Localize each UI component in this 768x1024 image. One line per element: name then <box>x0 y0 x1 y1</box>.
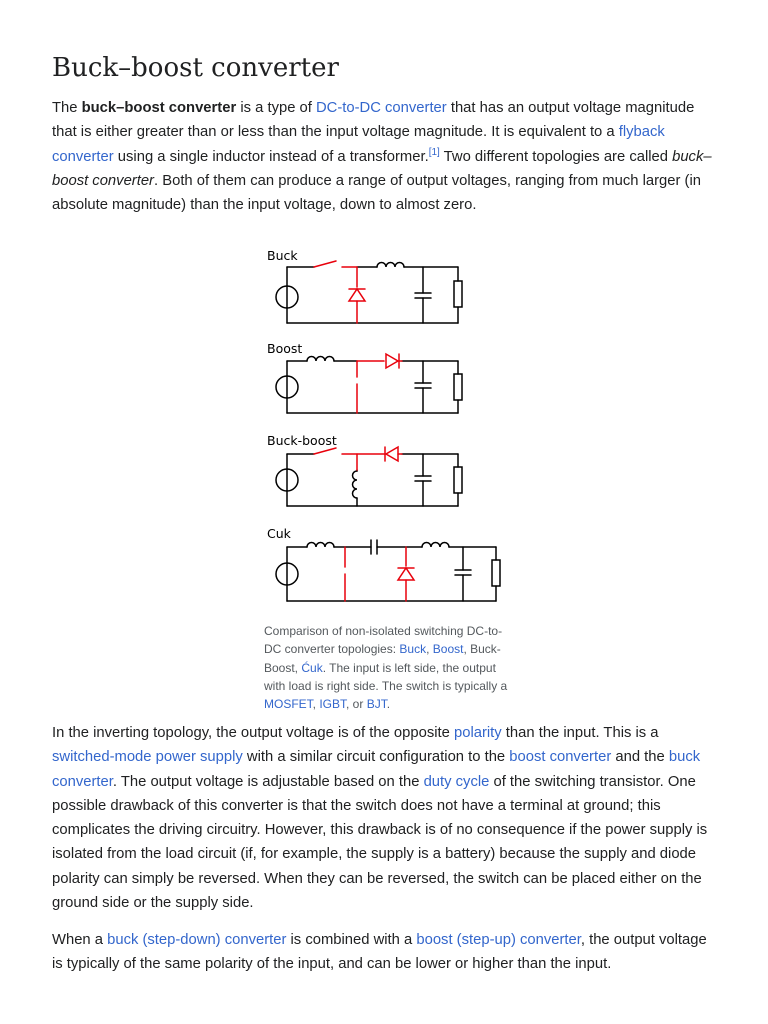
inverting-topology-paragraph <box>52 721 720 915</box>
intro-bold-term: buck–boost converter <box>81 100 237 116</box>
para-text: with a similar circuit configuration to the <box>242 749 510 766</box>
boost-converter-link[interactable]: boost converter <box>509 749 612 766</box>
intro-paragraph <box>52 96 720 217</box>
buck-converter-link[interactable]: buck converter <box>52 749 701 790</box>
para-text: of the switching transistor. One possible drawback of this converter is that the switch does not have a terminal at ground; this complicates the driving circuitry. However, this drawback is of no consequence if the power supply is isolated from the load circuit (if, for example, the supply is a battery) because the supply and diode polarity can simply be reversed. When they can be reversed, the switch can be placed either on the ground side or the supply side. <box>52 773 708 912</box>
intro-text: is a type of <box>236 100 316 116</box>
boost-step-up-link[interactable]: boost (step-up) converter <box>416 932 581 948</box>
smps-link[interactable]: switched-mode power supply <box>52 749 243 766</box>
caption-text: , <box>312 697 320 712</box>
intro-text: . Both of them can produce a range of output voltages, ranging from much larger (in absolute magnitude) than the input voltage, down to almost zero. <box>52 172 701 214</box>
caption-igbt-link[interactable]: IGBT <box>319 697 347 712</box>
para-text: . The output voltage is adjustable based on the <box>112 773 424 790</box>
polarity-link[interactable]: polarity <box>453 725 502 741</box>
caption-text: , <box>426 642 433 657</box>
cuk-circuit <box>276 540 500 601</box>
combined-converter-paragraph <box>52 928 720 977</box>
figure-caption <box>264 622 510 713</box>
caption-text: . <box>386 697 391 712</box>
para-text: than the input. This is a <box>501 725 659 741</box>
intro-text: using a single inductor instead of a transformer. <box>113 148 429 165</box>
para-text: and the <box>611 749 669 766</box>
topology-figure <box>262 240 508 610</box>
buck-label: Buck <box>267 248 298 263</box>
cuk-label: Cuk <box>267 526 291 541</box>
caption-cuk-link[interactable]: Ćuk <box>301 660 323 675</box>
caption-text: , or <box>346 697 367 712</box>
caption-buck-link[interactable]: Buck <box>399 642 427 657</box>
duty-cycle-link[interactable]: duty cycle <box>423 773 490 790</box>
intro-text: that has an output voltage magnitude that is either greater than or less than the input voltage magnitude. It is equivalent to a <box>52 100 695 141</box>
caption-text: , Buck-Boost, <box>264 642 501 675</box>
buck-circuit <box>276 263 462 324</box>
caption-mosfet-link[interactable]: MOSFET <box>264 697 313 712</box>
dc-to-dc-converter-link[interactable]: DC-to-DC converter <box>315 100 447 116</box>
reference-link[interactable]: [1] <box>428 146 440 158</box>
intro-text: The <box>52 100 82 116</box>
para-text: When a <box>52 932 108 948</box>
flyback-converter-link[interactable]: flyback converter <box>52 124 665 165</box>
page-title: Buck–boost converter <box>52 53 339 83</box>
intro-italic-term: buck–boost converter <box>52 148 712 189</box>
para-text: In the inverting topology, the output voltage is of the opposite <box>52 725 454 741</box>
intro-text: Two different topologies are called <box>439 148 673 165</box>
para-text: , the output voltage is typically of the same polarity of the input, and can be lower or higher than the input. <box>52 932 707 973</box>
boost-label: Boost <box>267 341 303 356</box>
caption-text: Comparison of non-isolated switching DC-to-DC converter topologies: <box>264 624 503 657</box>
caption-bjt-link[interactable]: BJT <box>366 697 387 712</box>
boost-circuit <box>276 357 462 414</box>
buck-step-down-link[interactable]: buck (step-down) converter <box>107 932 287 948</box>
circuit-diagrams <box>262 240 508 610</box>
para-text: is combined with a <box>286 932 417 948</box>
buck-boost-label: Buck-boost <box>267 433 337 448</box>
caption-boost-link[interactable]: Boost <box>432 642 464 657</box>
caption-text: . The input is left side, the output with load is right side. The switch is typically a <box>264 660 508 693</box>
buck-boost-circuit <box>276 454 462 506</box>
